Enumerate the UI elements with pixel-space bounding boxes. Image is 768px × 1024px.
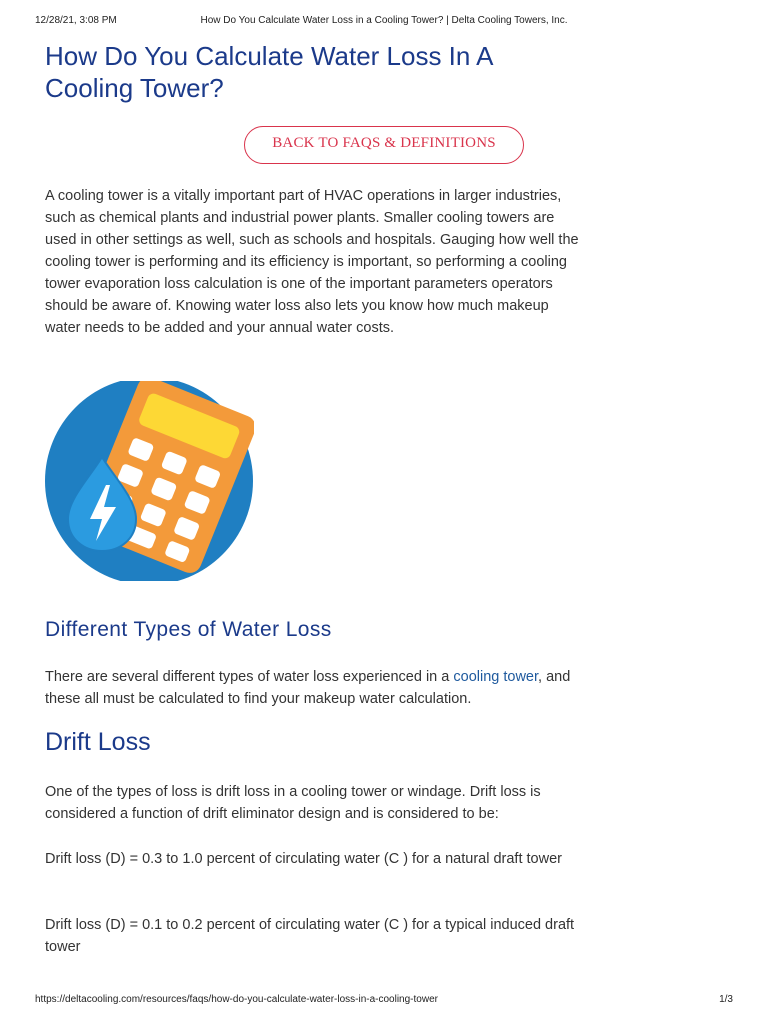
back-to-faqs-button[interactable]: BACK TO FAQS & DEFINITIONS bbox=[244, 126, 524, 164]
page-title: How Do You Calculate Water Loss In A Cooling Tower? bbox=[45, 41, 493, 103]
types-text-before: There are several different types of water loss experienced in a bbox=[45, 669, 454, 685]
page-count: 1/3 bbox=[719, 994, 733, 1005]
print-url: https://deltacooling.com/resources/faqs/how-do-you-calculate-water-loss-in-a-cooling-tower bbox=[35, 994, 438, 1005]
drift-loss-heading: Drift Loss bbox=[45, 728, 151, 756]
types-paragraph bbox=[45, 666, 585, 710]
drift-paragraph: One of the types of loss is drift loss in a cooling tower or windage. Drift loss is considered a function of drift eliminator design and is considered to be: bbox=[45, 784, 541, 822]
intro-paragraph: A cooling tower is a vitally important part of HVAC operations in larger industries, such as chemical plants and industrial power plants. Smaller cooling towers are used in other settings as well, such as schools and hospitals. Gauging how well the cooling tower is performing and its efficiency is important, so performing a cooling tower evaporation loss calculation is one of the important parameters operators should be aware of. Knowing water loss also lets you know how much makeup water needs to be added and your annual water costs. bbox=[45, 188, 579, 336]
drift-natural-draft-paragraph: Drift loss (D) = 0.3 to 1.0 percent of circulating water (C ) for a natural draft tower bbox=[45, 851, 562, 867]
print-date: 12/28/21, 3:08 PM bbox=[35, 15, 117, 26]
types-text-after: , and these all must be calculated to find your makeup water calculation. bbox=[45, 669, 571, 707]
cooling-tower-link[interactable]: cooling tower bbox=[453, 669, 539, 685]
print-page-title: How Do You Calculate Water Loss in a Cooling Tower? | Delta Cooling Towers, Inc. bbox=[200, 15, 568, 26]
types-heading: Different Types of Water Loss bbox=[45, 618, 332, 641]
drift-induced-draft-paragraph: Drift loss (D) = 0.1 to 0.2 percent of circulating water (C ) for a typical induced draft tower bbox=[45, 917, 575, 955]
calculator-water-drop-icon bbox=[44, 381, 254, 581]
